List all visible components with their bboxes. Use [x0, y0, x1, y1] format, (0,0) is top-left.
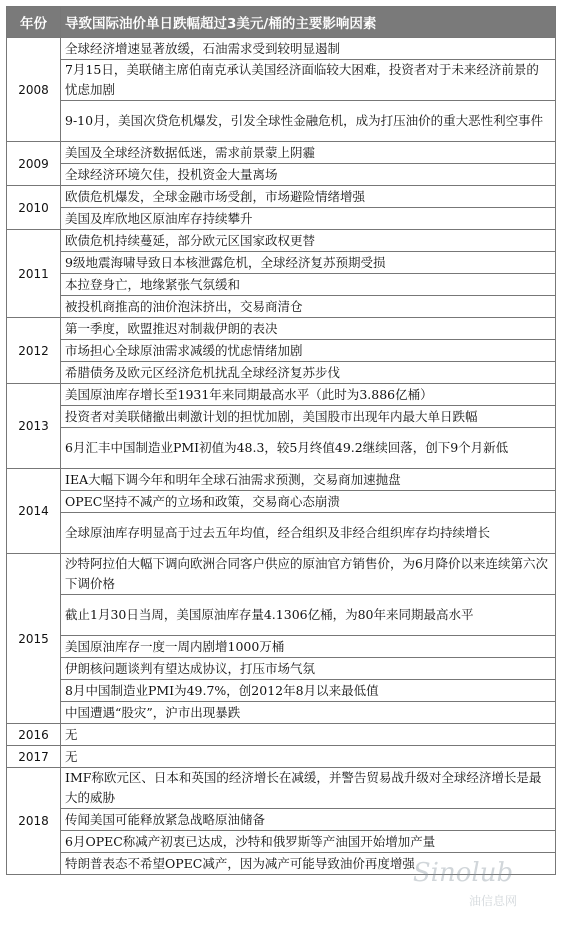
table-row [7, 318, 556, 340]
table-row [7, 702, 556, 724]
factor-cell: 欧债危机爆发，全球金融市场受創，市场避险情绪增强 [61, 186, 556, 208]
table-row [7, 428, 556, 469]
factor-cell: 市场担心全球原油需求减缓的忧虑情绪加剧 [61, 340, 556, 362]
table-row [7, 554, 556, 595]
year-cell: 2014 [7, 469, 61, 554]
year-cell: 2008 [7, 38, 61, 142]
watermark-brand: Sinolub [412, 858, 514, 888]
factor-cell: 特朗普表态不希望OPEC减产，因为减产可能导致油价再度增强 [61, 853, 556, 875]
factor-cell: 全球经济环境欠佳，投机资金大量离场 [61, 164, 556, 186]
table-row [7, 208, 556, 230]
table-row [7, 252, 556, 274]
factor-cell: 全球经济增速显著放缓，石油需求受到较明显遏制 [61, 38, 556, 60]
factor-cell: 9-10月，美国次贷危机爆发，引发全球性金融危机，成为打压油价的重大恶性利空事件 [61, 101, 556, 142]
factor-cell: 无 [61, 724, 556, 746]
table-row [7, 809, 556, 831]
factor-cell: IEA大幅下调今年和明年全球石油需求预测，交易商加速抛盘 [61, 469, 556, 491]
factor-cell: 全球原油库存明显高于过去五年均值，经合组织及非经合组织库存均持续增长 [61, 513, 556, 554]
table-row [7, 636, 556, 658]
table-row [7, 38, 556, 60]
year-cell: 2010 [7, 186, 61, 230]
table-row [7, 595, 556, 636]
factor-cell: 中国遭遇“股灾”，沪市出现暴跌 [61, 702, 556, 724]
table-row [7, 384, 556, 406]
factor-cell: 伊朗核问题谈判有望达成协议，打压市场气氛 [61, 658, 556, 680]
year-cell: 2009 [7, 142, 61, 186]
table-row [7, 230, 556, 252]
factor-cell: 8月中国制造业PMI为49.7%，创2012年8月以来最低值 [61, 680, 556, 702]
table-row [7, 362, 556, 384]
table-row [7, 164, 556, 186]
factor-cell: 欧债危机持续蔓延，部分欧元区国家政权更替 [61, 230, 556, 252]
table-row [7, 724, 556, 746]
year-cell: 2013 [7, 384, 61, 469]
table-row [7, 186, 556, 208]
factor-cell: IMF称欧元区、日本和英国的经济增长在减缓，并警告贸易战升级对全球经济增长是最大的威胁 [61, 768, 556, 809]
year-cell: 2017 [7, 746, 61, 768]
table-row [7, 658, 556, 680]
factor-cell: 希腊债务及欧元区经济危机扰乱全球经济复苏步伐 [61, 362, 556, 384]
year-column-header: 年份 [7, 7, 61, 38]
table-row [7, 296, 556, 318]
table-row [7, 60, 556, 101]
year-cell: 2018 [7, 768, 61, 875]
factor-cell: 截止1月30日当周，美国原油库存量4.1306亿桶，为80年来同期最高水平 [61, 595, 556, 636]
factor-cell: OPEC坚持不减产的立场和政策，交易商心态崩溃 [61, 491, 556, 513]
factor-cell: 9级地震海啸导致日本核泄露危机，全球经济复苏预期受损 [61, 252, 556, 274]
table-header-row [7, 7, 556, 38]
year-cell: 2016 [7, 724, 61, 746]
factor-cell: 传闻美国可能释放紧急战略原油储备 [61, 809, 556, 831]
table-body [7, 38, 556, 875]
table-row [7, 340, 556, 362]
factor-cell: 本拉登身亡，地缘紧张气氛缓和 [61, 274, 556, 296]
factor-cell: 被投机商推高的油价泡沫挤出，交易商清仓 [61, 296, 556, 318]
table-row [7, 680, 556, 702]
table-row [7, 853, 556, 875]
table-row [7, 768, 556, 809]
factor-cell: 第一季度，欧盟推迟对制裁伊朗的表决 [61, 318, 556, 340]
oil-price-factors-table [6, 6, 556, 875]
table-row [7, 406, 556, 428]
table-row [7, 831, 556, 853]
watermark-sub: 油信息网 [468, 894, 518, 908]
table-row [7, 491, 556, 513]
factor-cell: 6月汇丰中国制造业PMI初值为48.3，较5月终值49.2继续回落，创下9个月新低 [61, 428, 556, 469]
table-row [7, 746, 556, 768]
factor-cell: 6月OPEC称减产初衷已达成，沙特和俄罗斯等产油国开始增加产量 [61, 831, 556, 853]
table-row [7, 469, 556, 491]
factor-cell: 美国原油库存增长至1931年来同期最高水平（此时为3.886亿桶） [61, 384, 556, 406]
year-cell: 2011 [7, 230, 61, 318]
factor-cell: 7月15日，美联储主席伯南克承认美国经济面临较大困难，投资者对于未来经济前景的忧虑加剧 [61, 60, 556, 101]
factor-cell: 投资者对美联储撤出刺激计划的担忧加剧，美国股市出现年内最大单日跌幅 [61, 406, 556, 428]
table-row [7, 513, 556, 554]
factor-cell: 美国及库欣地区原油库存持续攀升 [61, 208, 556, 230]
factor-column-header: 导致国际油价单日跌幅超过3美元/桶的主要影响因素 [61, 7, 556, 38]
year-cell: 2012 [7, 318, 61, 384]
year-cell: 2015 [7, 554, 61, 724]
table-row [7, 274, 556, 296]
table-row [7, 101, 556, 142]
factor-cell: 美国及全球经济数据低迷，需求前景蒙上阴霾 [61, 142, 556, 164]
factor-cell: 无 [61, 746, 556, 768]
table-row [7, 142, 556, 164]
factor-cell: 沙特阿拉伯大幅下调向欧洲合同客户供应的原油官方销售价，为6月降价以来连续第六次下调价格 [61, 554, 556, 595]
factor-cell: 美国原油库存一度一周内剧增1000万桶 [61, 636, 556, 658]
